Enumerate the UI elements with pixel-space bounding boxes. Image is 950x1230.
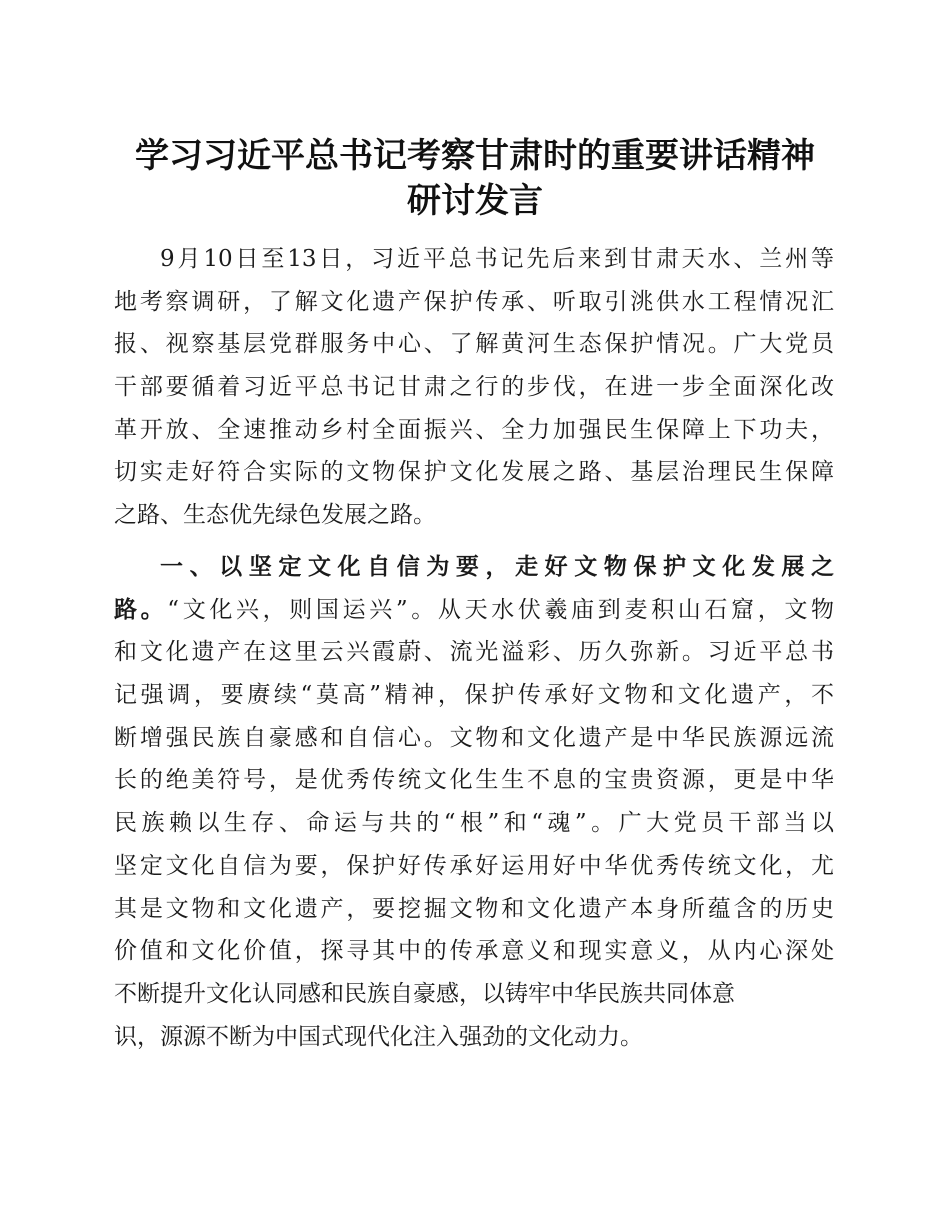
- section-1-line-rest: “文化兴，则国运兴”。从天水伏羲庙到麦积山石窟，文物: [167, 596, 834, 623]
- paragraph-line: 长的绝美符号，是优秀传统文化生生不息的宝贵资源，更是中华: [114, 767, 834, 794]
- paragraph-line: 之路、生态优先绿色发展之路。: [114, 502, 436, 529]
- paragraph-line: 革开放、全速推动乡村全面振兴、全力加强民生保障上下功夫，: [114, 416, 834, 443]
- paragraph-line: [114, 589, 834, 632]
- paragraph-line: 报、视察基层党群服务中心、了解黄河生态保护情况。广大党员: [114, 331, 834, 358]
- paragraph-line: 价值和文化价值，探寻其中的传承意义和现实意义，从内心深处: [114, 938, 834, 965]
- paragraph-line: 其是文物和文化遗产，要挖掘文物和文化遗产本身所蕴含的历史: [114, 895, 834, 922]
- paragraph-line: 切实走好符合实际的文物保护文化发展之路、基层治理民生保障: [114, 459, 834, 486]
- section-1-heading-tail: 路。: [114, 596, 168, 623]
- paragraph-line: 地考察调研，了解文化遗产保护传承、听取引洮供水工程情况汇: [114, 288, 834, 315]
- paragraph-line: 坚定文化自信为要，保护好传承好运用好中华优秀传统文化，尤: [114, 852, 834, 879]
- document-title-line-2: 研讨发言: [407, 181, 543, 221]
- paragraph-line: 记强调，要赓续“莫高”精神，保护传承好文物和文化遗产，不: [114, 682, 834, 709]
- section-1-heading: 一、以坚定文化自信为要，走好文物保护文化发展之: [160, 554, 834, 580]
- paragraph-line: 民族赖以生存、命运与共的“根”和“魂”。广大党员干部当以: [114, 810, 834, 837]
- intro-paragraph: [114, 238, 834, 537]
- document-title-line-1: 学习习近平总书记考察甘肃时的重要讲话精神: [135, 136, 815, 176]
- paragraph-line: 不断提升文化认同感和民族自豪感，以铸牢中华民族共同体意: [114, 980, 735, 1007]
- section-1-paragraph: [114, 546, 834, 1058]
- paragraph-line: 干部要循着习近平总书记甘肃之行的步伐，在进一步全面深化改: [114, 374, 834, 401]
- paragraph-line: 9月10日至13日，习近平总书记先后来到甘肃天水、兰州等: [160, 246, 834, 272]
- paragraph-line: 断增强民族自豪感和自信心。文物和文化遗产是中华民族源远流: [114, 724, 834, 751]
- paragraph-line: 和文化遗产在这里云兴霞蔚、流光溢彩、历久弥新。习近平总书: [114, 639, 834, 666]
- paragraph-line: 识，源源不断为中国式现代化注入强劲的文化动力。: [114, 1023, 643, 1050]
